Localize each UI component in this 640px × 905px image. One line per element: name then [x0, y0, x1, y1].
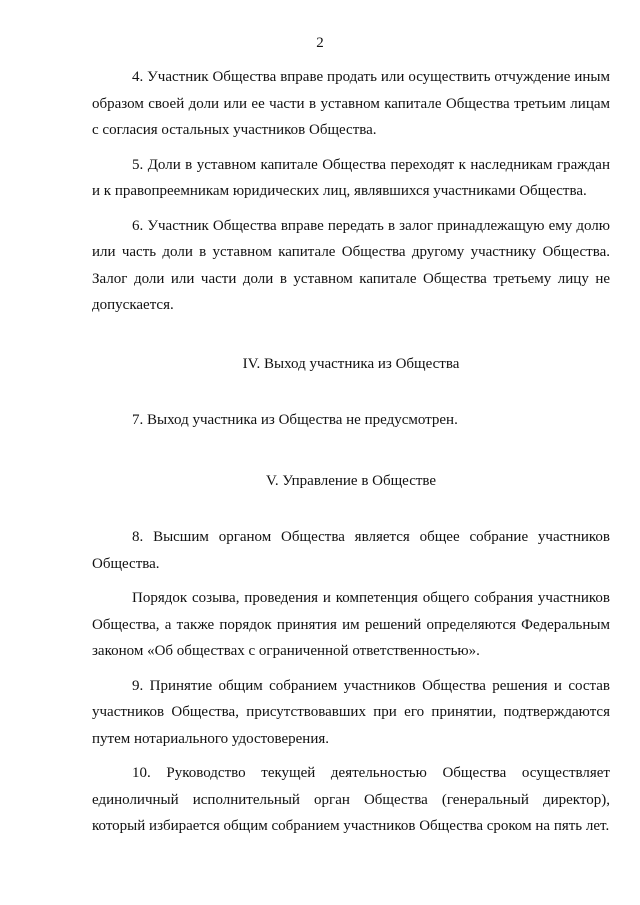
paragraph-6: 6. Участник Общества вправе передать в залог принадлежащую ему долю или часть доли в уставном капитале Общества другому участнику Общества. Залог доли или части доли в уставном капитале Общества третьему лицу не допускается. [92, 217, 610, 313]
paragraph-10: 10. Руководство текущей деятельностью Общества осуществляет единоличный исполнительный орган Общества (генеральный директор), который избирается общим собранием участников Общества сроком на пять лет. [92, 765, 610, 834]
paragraph-9: 9. Принятие общим собранием участников Общества решения и состав участников Общества, присутствовавших при его принятии, подтверждаются путем нотариального удостоверения. [92, 677, 610, 747]
paragraph-7: 7. Выход участника из Общества не предусмотрен. [132, 412, 458, 428]
document-body [92, 64, 610, 848]
page-number: 2 [316, 35, 324, 51]
section-v-heading: V. Управление в Обществе [265, 472, 437, 489]
section-iv-heading: IV. Выход участника из Общества [242, 355, 460, 372]
paragraph-8: 8. Высшим органом Общества является общее собрание участников Общества. [92, 529, 610, 572]
paragraph-8-continued: Порядок созыва, проведения и компетенция общего собрания участников Общества, а также порядок принятия им решений определяются Федеральным законом «Об обществах с ограниченной ответственностью». [92, 590, 610, 659]
paragraph-4: 4. Участник Общества вправе продать или осуществить отчуждение иным образом своей доли или ее части в уставном капитале Общества третьим лицам с согласия остальных участников Общества. [92, 69, 610, 138]
paragraph-5: 5. Доли в уставном капитале Общества переходят к наследникам граждан и к правопреемникам юридических лиц, являвшихся участниками Общества. [92, 156, 610, 199]
